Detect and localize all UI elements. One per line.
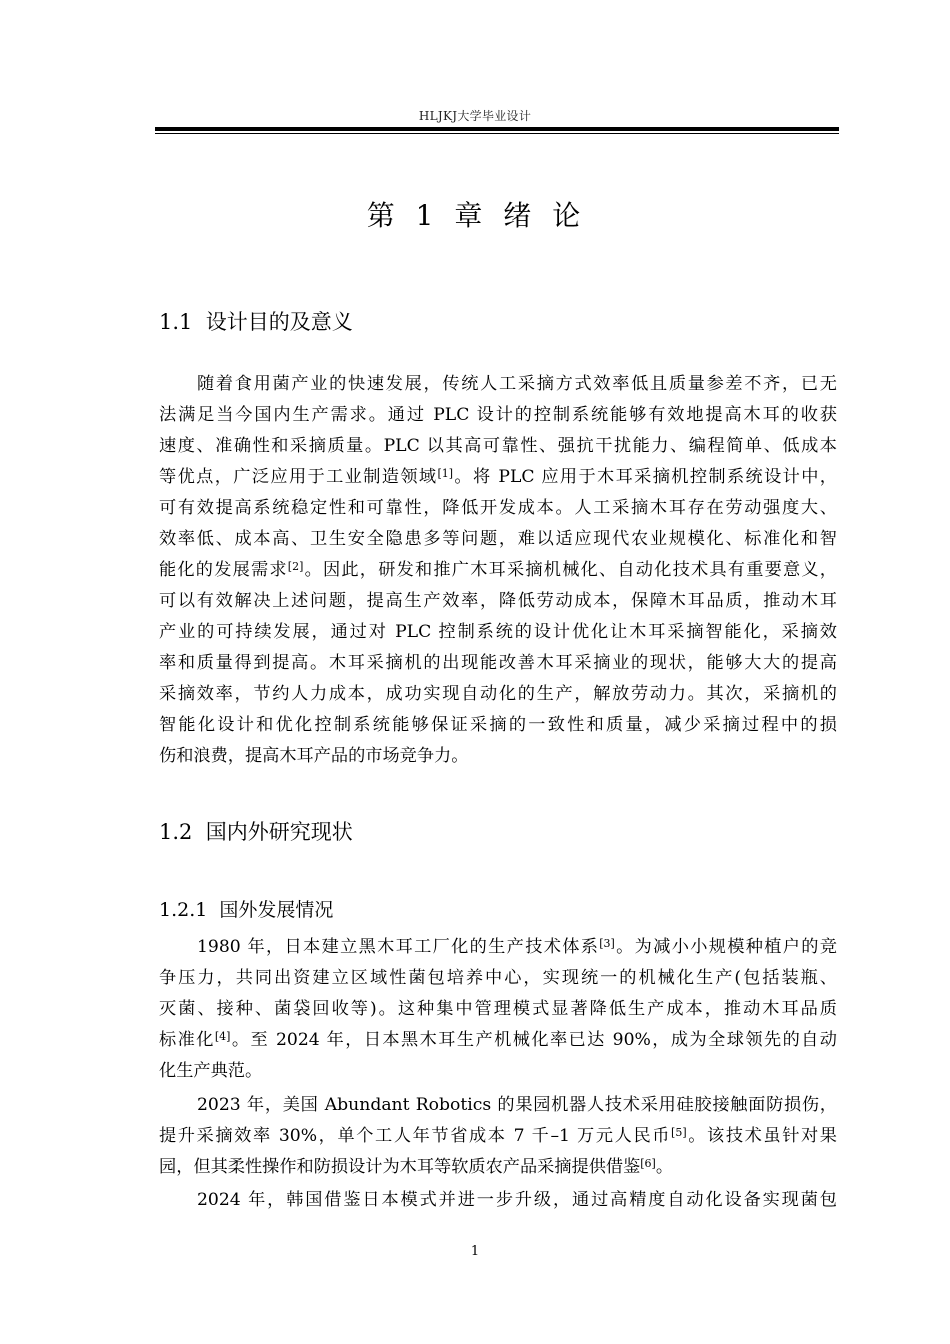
subsection-heading-1-2-1: 1.2.1 国外发展情况 — [159, 899, 334, 921]
header-rule-thick — [155, 127, 839, 131]
text-run: 。因此，研发和推广木耳采摘机械化、自动化技术具有重要意义， — [303, 560, 837, 580]
paragraph-line — [197, 934, 837, 960]
paragraph-line: 2023 年，美国 Abundant Robotics 的果园机器人技术采用硅胶接触面防损伤， — [197, 1095, 837, 1115]
paragraph-line: 可以有效解决上述问题，提高生产效率，降低劳动成本，保障木耳品质，推动木耳 — [159, 591, 837, 611]
text-run: 提升采摘效率 30%，单个工人年节省成本 7 千–1 万元人民币 — [159, 1126, 672, 1146]
paragraph-line — [159, 1123, 837, 1149]
chapter-title: 第 1 章 绪 论 — [366, 199, 584, 232]
paragraph-line: 效率低、成本高、卫生安全隐患多等问题，难以适应现代农业规模化、标准化和智 — [159, 529, 837, 549]
paragraph-line — [159, 1027, 837, 1053]
section-heading-1-1: 1.1 设计目的及意义 — [159, 310, 353, 334]
text-run: 。该技术虽针对果 — [686, 1126, 837, 1146]
paragraph-line: 法满足当今国内生产需求。通过 PLC 设计的控制系统能够有效地提高木耳的收获 — [159, 405, 837, 425]
text-run: 。为减小小规模种植户的竞 — [614, 937, 837, 957]
paragraph-line: 随着食用菌产业的快速发展，传统人工采摘方式效率低且质量参差不齐，已无 — [197, 374, 837, 394]
citation-ref: [6] — [640, 1157, 656, 1170]
text-run: 。将 PLC 应用于木耳采摘机控制系统设计中， — [453, 467, 837, 487]
text-run: 。至 2024 年，日本黑木耳生产机械化率已达 90%，成为全球领先的自动 — [230, 1030, 837, 1050]
paragraph-line: 可有效提高系统稳定性和可靠性，降低开发成本。人工采摘木耳存在劳动强度大、 — [159, 498, 837, 518]
paragraph-line — [159, 1154, 837, 1180]
page-number: 1 — [470, 1244, 480, 1259]
paragraph-line: 智能化设计和优化控制系统能够保证采摘的一致性和质量，减少采摘过程中的损 — [159, 715, 837, 735]
citation-ref: [2] — [287, 560, 304, 573]
paragraph-line — [159, 557, 837, 583]
paragraph-line: 灭菌、接种、菌袋回收等)。这种集中管理模式显著降低生产成本，推动木耳品质 — [159, 999, 837, 1019]
citation-ref: [1] — [437, 467, 454, 480]
text-run: 。 — [655, 1157, 674, 1177]
paragraph-line: 采摘效率，节约人力成本，成功实现自动化的生产，解放劳动力。其次，采摘机的 — [159, 684, 837, 704]
paragraph-line: 化生产典范。 — [159, 1061, 263, 1081]
text-run: 1980 年，日本建立黑木耳工厂化的生产技术体系 — [197, 937, 600, 957]
citation-ref: [5] — [671, 1126, 687, 1139]
paragraph-line: 率和质量得到提高。木耳采摘机的出现能改善木耳采摘业的现状，能够大大的提高 — [159, 653, 837, 673]
paragraph-line: 伤和浪费，提高木耳产品的市场竞争力。 — [159, 746, 469, 766]
text-run: 能化的发展需求 — [159, 560, 288, 580]
running-header: HLJKJ大学毕业设计 — [418, 109, 532, 123]
citation-ref: [4] — [214, 1030, 231, 1043]
text-run: 标准化 — [159, 1030, 215, 1050]
section-heading-1-2: 1.2 国内外研究现状 — [159, 820, 353, 844]
header-rule-thin — [155, 133, 839, 134]
paragraph-line: 速度、准确性和采摘质量。PLC 以其高可靠性、强抗干扰能力、编程简单、低成本 — [159, 436, 837, 456]
text-run: 等优点，广泛应用于工业制造领域 — [159, 467, 438, 487]
citation-ref: [3] — [599, 937, 615, 950]
paragraph-line: 产业的可持续发展，通过对 PLC 控制系统的设计优化让木耳采摘智能化，采摘效 — [159, 622, 837, 642]
text-run: 园，但其柔性操作和防损设计为木耳等软质农产品采摘提供借鉴 — [159, 1157, 641, 1177]
paragraph-line — [159, 464, 837, 490]
paragraph-line: 2024 年，韩国借鉴日本模式并进一步升级，通过高精度自动化设备实现菌包 — [197, 1190, 837, 1210]
paragraph-line: 争压力，共同出资建立区域性菌包培养中心，实现统一的机械化生产(包括装瓶、 — [159, 968, 837, 988]
